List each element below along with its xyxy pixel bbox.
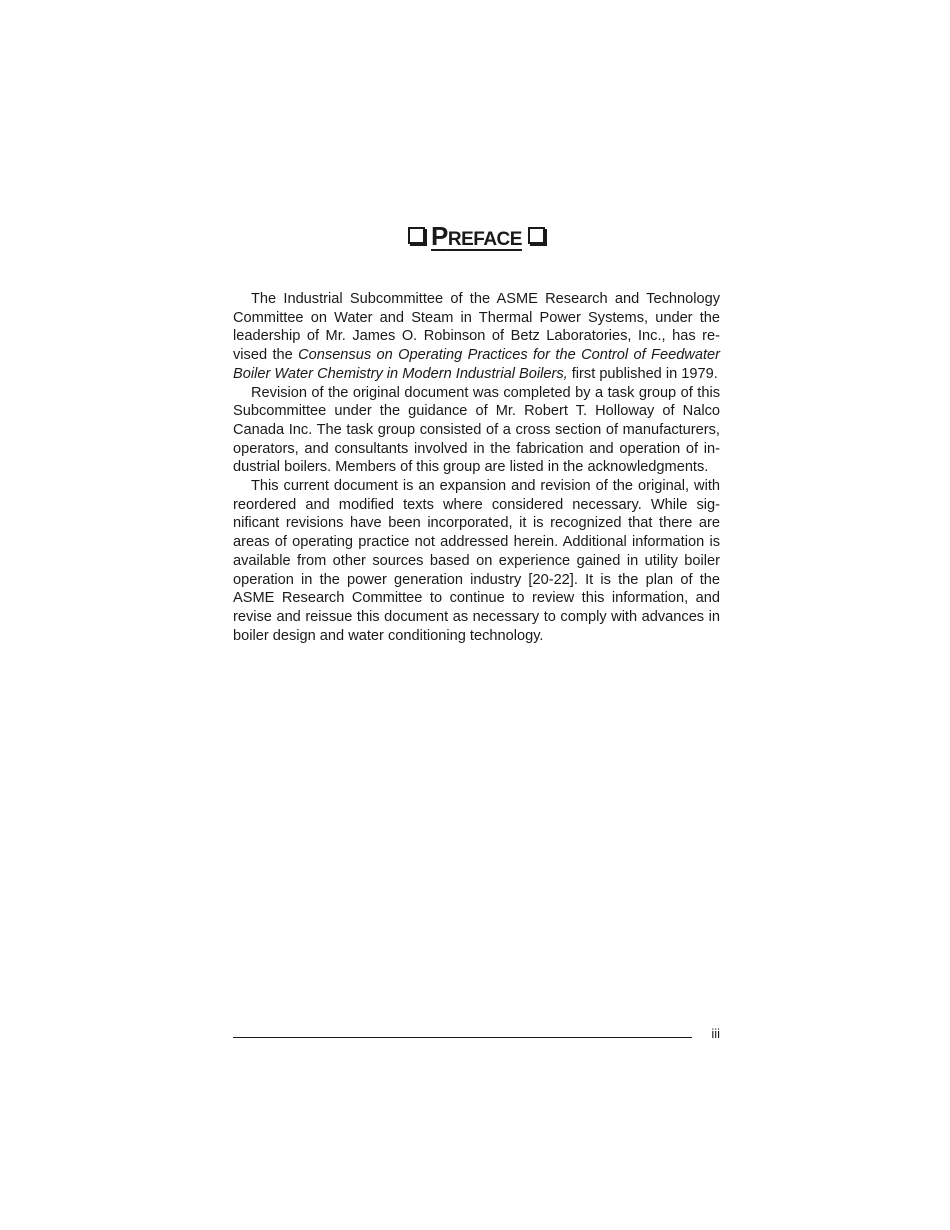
paragraph-3: This current document is an expansion and revision of the original, with reordered and modified texts where considered necessary. While significant revisions have been incorporated, it is recognized that there are areas of operating practice not addressed herein. Additional information is available from other sources based on experience gained in utility boiler operation in the power generation industry [20-22]. It is the plan of the ASME Research Committee to continue to review this information, and revise and reissue this document as necessary to comply with advances in boiler design and water conditioning technology. — [233, 478, 720, 644]
page-number: iii — [711, 1026, 720, 1041]
paragraph-1-tail: first published in 1979. — [567, 365, 718, 382]
document-title-italic: Consensus on Operating Practices for the Control of Feedwater Boiler Water Chemistry in Modern Industrial Boilers, — [233, 347, 720, 382]
box-icon — [528, 227, 545, 244]
paragraph-2: Revision of the original document was completed by a task group of this Subcommittee under the guidance of Mr. Robert T. Holloway of Nalco Canada Inc. The task group consisted of a cross section of manufacturers, operators, and consultants involved in the fabrication and operation of industrial boilers. Members of this group are listed in the acknowledgments. — [233, 384, 720, 476]
preface-body — [233, 290, 720, 645]
footer-rule — [233, 1037, 692, 1038]
box-icon — [408, 227, 425, 244]
page-title — [233, 220, 720, 256]
title-rest: REFACE — [447, 229, 522, 250]
paragraph-1-text: The Industrial Subcommittee of the ASME Research and Technology Committee on Water and Steam in Thermal Power Systems, under the leadership of Mr. James O. Robinson of Betz Laboratories, Inc., has revised the — [233, 291, 720, 364]
title-first-letter: P — [431, 221, 448, 251]
title-text — [431, 221, 522, 251]
paragraph-1 — [233, 290, 720, 384]
